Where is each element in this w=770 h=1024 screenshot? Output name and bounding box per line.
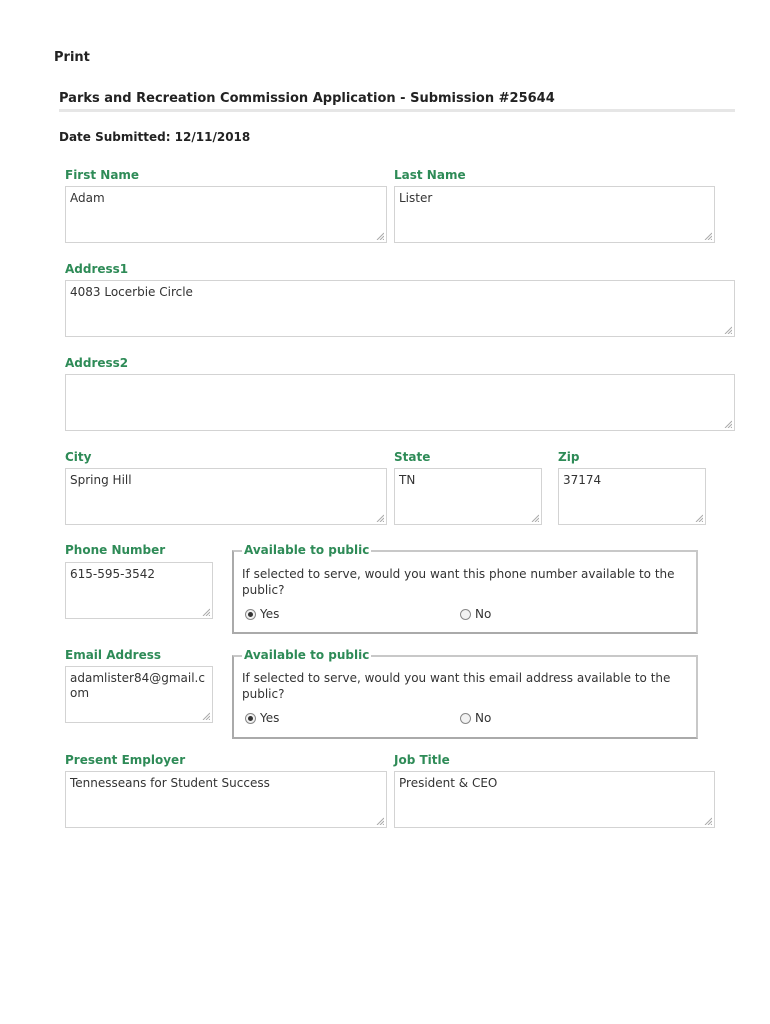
email-public-no-option[interactable] [460,711,491,725]
last-name-label: Last Name [394,168,466,182]
radio-checked-icon[interactable] [245,609,256,620]
address1-label: Address1 [65,262,129,276]
radio-checked-icon[interactable] [245,713,256,724]
last-name-value: Lister [399,191,433,205]
email-public-yes-label: Yes [260,711,280,725]
email-label: Email Address [65,648,162,662]
resize-grip-icon[interactable] [376,514,384,522]
state-value: TN [399,473,416,487]
job-title-value: President & CEO [399,776,498,790]
phone-public-yes-label: Yes [260,607,280,621]
address1-value: 4083 Locerbie Circle [70,285,193,299]
city-label: City [65,450,92,464]
email-public-yes-option[interactable] [245,711,279,725]
address2-field[interactable] [65,374,735,431]
resize-grip-icon[interactable] [704,232,712,240]
phone-label: Phone Number [65,543,166,557]
resize-grip-icon[interactable] [202,712,210,720]
phone-value: 615-595-3542 [70,567,156,581]
email-public-fieldset [232,648,698,739]
state-label: State [394,450,431,464]
resize-grip-icon[interactable] [376,232,384,240]
phone-public-fieldset [232,543,698,634]
resize-grip-icon[interactable] [695,514,703,522]
zip-label: Zip [558,450,580,464]
email-field[interactable] [65,666,213,723]
city-field[interactable] [65,468,387,525]
resize-grip-icon[interactable] [531,514,539,522]
resize-grip-icon[interactable] [202,608,210,616]
employer-field[interactable] [65,771,387,828]
email-value: adamlister84@gmail.com [70,671,205,700]
phone-public-yes-option[interactable] [245,607,279,621]
city-value: Spring Hill [70,473,132,487]
resize-grip-icon[interactable] [724,326,732,334]
title-divider [59,109,735,112]
form-title: Parks and Recreation Commission Application - Submission #25644 [59,91,555,106]
address1-field[interactable] [65,280,735,337]
last-name-field[interactable] [394,186,715,243]
resize-grip-icon[interactable] [724,420,732,428]
first-name-label: First Name [65,168,140,182]
zip-field[interactable] [558,468,706,525]
job-title-label: Job Title [394,753,450,767]
radio-unchecked-icon[interactable] [460,609,471,620]
state-field[interactable] [394,468,542,525]
phone-public-question: If selected to serve, would you want this phone number available to the public? [242,567,675,597]
employer-value: Tennesseans for Student Success [70,776,270,790]
radio-unchecked-icon[interactable] [460,713,471,724]
address2-label: Address2 [65,356,129,370]
resize-grip-icon[interactable] [704,817,712,825]
email-public-legend: Available to public [244,648,370,662]
phone-public-no-option[interactable] [460,607,491,621]
email-public-no-label: No [475,711,492,725]
first-name-value: Adam [70,191,105,205]
job-title-field[interactable] [394,771,715,828]
date-submitted: Date Submitted: 12/11/2018 [59,130,251,144]
employer-label: Present Employer [65,753,186,767]
zip-value: 37174 [563,473,602,487]
phone-public-legend: Available to public [244,543,370,557]
first-name-field[interactable] [65,186,387,243]
phone-field[interactable] [65,562,213,619]
print-link[interactable]: Print [54,50,90,65]
email-public-question: If selected to serve, would you want this email address available to the public? [242,671,671,701]
resize-grip-icon[interactable] [376,817,384,825]
phone-public-no-label: No [475,607,492,621]
